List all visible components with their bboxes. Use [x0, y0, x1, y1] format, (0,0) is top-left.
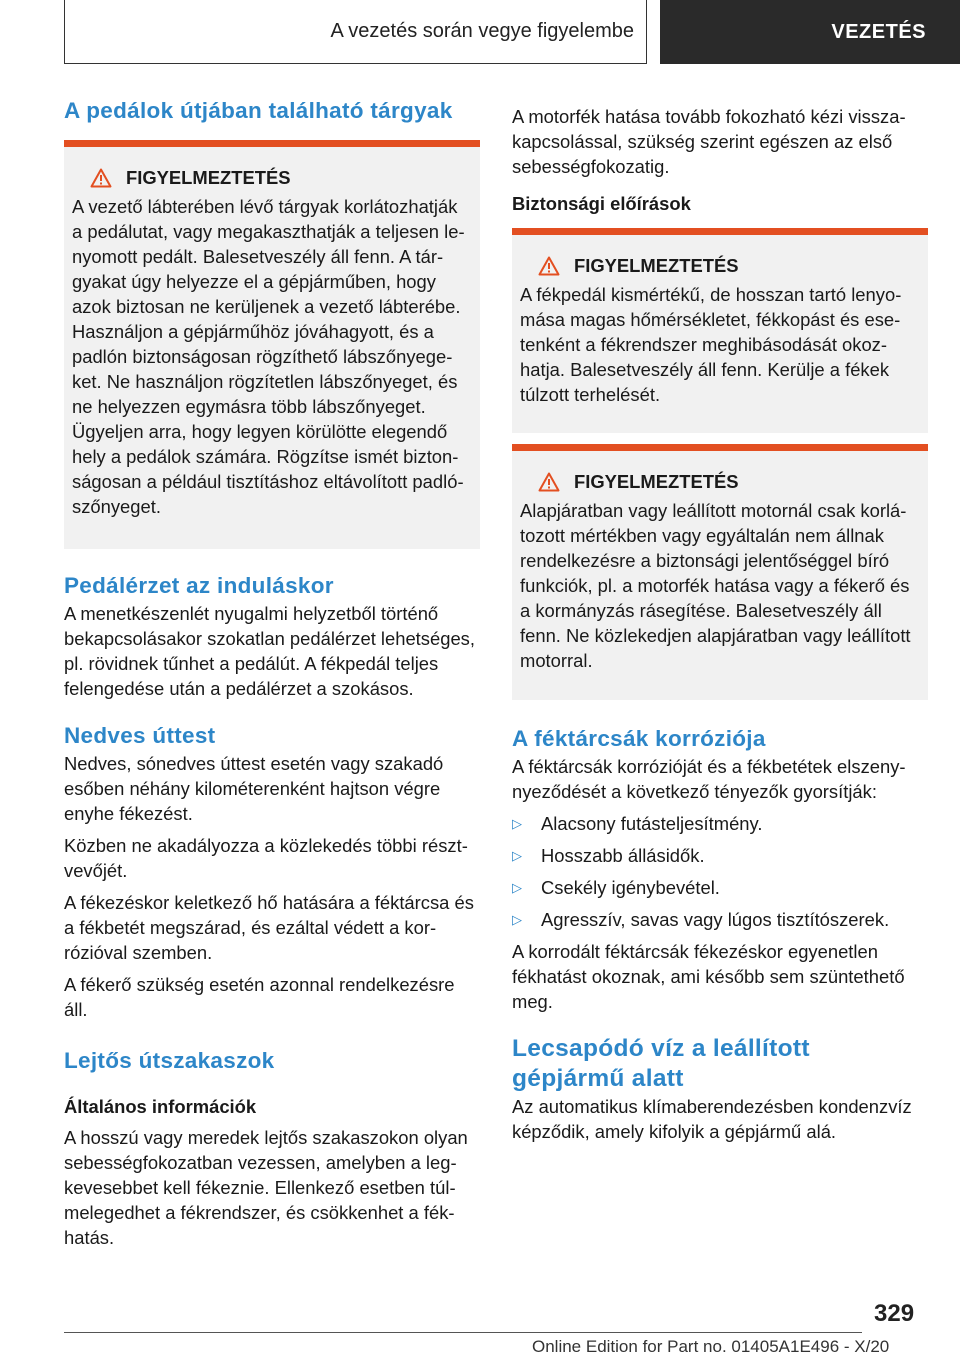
list-item: [512, 875, 928, 900]
list-item: [512, 907, 928, 932]
paragraph: A hosszú vagy meredek lejtős szakaszokon olyan sebességfokozatban vezessen, amelyben a legkevesebbet kell fékeznie. Ellenkező esetben túlmelegedhet a fékrendszer, és csökkenhet a fékhatás.: [64, 1127, 468, 1248]
left-column: [64, 96, 480, 1257]
paragraph: A korrodált féktárcsák fékezéskor egyenetlen fékhatást okoznak, ami később sem szüntethető meg.: [512, 941, 905, 1012]
heading-wet-road: Nedves úttest: [64, 723, 216, 748]
section-title: A vezetés során vegye figyelembe: [330, 20, 634, 42]
bullet-triangle-icon: ▷: [512, 912, 522, 927]
chapter-title: VEZETÉS: [831, 20, 926, 43]
paragraph: Az automatikus klímaberendezésben kondenzvíz képződik, amely kifolyik a gépjármű alá.: [512, 1096, 912, 1142]
list-item-text: Agresszív, savas vagy lúgos tisztítószerek.: [541, 909, 890, 930]
warning-text: Alapjáratban vagy leállított motornál csak korlátozott mértékben vagy egyáltalán nem állnak rendelkezésre a biztonsági jelentőséggel bíró funkciók, pl. a motorfék hatása vagy a fékerő és a kormányzás rásegítése. Balesetveszély áll fenn. Ne közlekedjen alapjáratban vagy leállított motorral.: [520, 500, 911, 671]
list-item-text: Alacsony futásteljesítmény.: [541, 813, 763, 834]
warning-box: [64, 140, 480, 549]
warning-text: A vezető lábterében lévő tárgyak korlátozhatják a pedálutat, vagy megakaszthatják a teljesen lenyomott pedált. Balesetveszély áll fenn. A tárgyakat úgy helyezze el a gépjárműben, hogy azok biztosan ne kerüljenek a vezető lábterébe. Használjon a gépjárműhöz jóváhagyott, és a padlón biztonságosan rögzíthető lábszőnyegeket. Ne használjon rögzítetlen lábszőnyeget, és ne helyezzen egymásra több lábszőnyeget. Ügyeljen arra, hogy legyen körülötte elegendő hely a pedálok számára. Rögzítse ismét biztonságosan a például tisztításhoz eltávolított padlószőnyeget.: [72, 196, 465, 517]
right-column: [512, 104, 928, 1151]
header-section-title: [64, 0, 647, 64]
bullet-triangle-icon: ▷: [512, 880, 522, 895]
warning-label: FIGYELMEZTETÉS: [126, 167, 291, 188]
heading-downhill: Lejtős útszakaszok: [64, 1048, 275, 1073]
paragraph: A motorfék hatása tovább fokozható kézi visszakapcsolással, szükség szerint egészen az első sebességfokozatig.: [512, 106, 906, 177]
warning-header: [72, 165, 472, 190]
heading-disc-corrosion: A féktárcsák korróziója: [512, 726, 766, 751]
warning-triangle-icon: [90, 168, 112, 188]
footer-edition: Online Edition for Part no. 01405A1E496 - X/20: [532, 1337, 890, 1356]
warning-triangle-icon: [538, 472, 560, 492]
bullet-triangle-icon: ▷: [512, 816, 522, 831]
paragraph: A féktárcsák korrózióját és a fékbetétek elszenynyeződését a következő tényezők gyorsítják:: [512, 756, 906, 802]
warning-box: [512, 228, 928, 433]
heading-pedal-objects: A pedálok útjában található tárgyak: [64, 98, 453, 123]
paragraph: Nedves, sónedves úttest esetén vagy szakadó esőben néhány kilométerenként hajtson végre enyhe fékezést.: [64, 753, 444, 824]
paragraph: A fékezéskor keletkező hő hatására a féktárcsa és a fékbetét megszárad, és ezáltal védett a korrózióval szemben.: [64, 892, 474, 963]
list-item: [512, 843, 928, 868]
list-item-text: Hosszabb állásidők.: [541, 845, 705, 866]
paragraph: Közben ne akadályozza a közlekedés többi résztvevőjét.: [64, 835, 468, 881]
heading-pedal-feel: Pedálérzet az induláskor: [64, 573, 334, 598]
warning-header: [520, 253, 920, 278]
warning-label: FIGYELMEZTETÉS: [574, 471, 739, 492]
paragraph: A menetkészenlét nyugalmi helyzetből történő bekapcsolásakor szokatlan pedálérzet lehetséges, pl. rövidnek tűnhet a pedálút. A fékpedál teljes felengedése után a pedálérzet a szokásos.: [64, 603, 475, 699]
list-item: [512, 811, 928, 836]
bullet-triangle-icon: ▷: [512, 848, 522, 863]
subheading-safety: Biztonsági előírások: [512, 193, 691, 214]
warning-triangle-icon: [538, 256, 560, 276]
header-chapter-tab: [660, 0, 960, 64]
warning-label: FIGYELMEZTETÉS: [574, 255, 739, 276]
footer-divider: [64, 1332, 862, 1333]
subheading-general-info: Általános információk: [64, 1096, 257, 1117]
paragraph: A fékerő szükség esetén azonnal rendelkezésre áll.: [64, 974, 455, 1020]
heading-condensation: Lecsapódó víz a leállított gépjármű alatt: [512, 1035, 810, 1092]
warning-text: A fékpedál kismértékű, de hosszan tartó lenyomása magas hőmérsékletet, fékkopást és esetenként a fékrendszer meghibásodását okozhatja. Balesetveszély áll fenn. Kerülje a fékek túlzott terhelését.: [520, 284, 902, 405]
warning-header: [520, 469, 920, 494]
list-item-text: Csekély igénybevétel.: [541, 877, 720, 898]
page-number: 329: [874, 1300, 915, 1327]
warning-box: [512, 444, 928, 700]
